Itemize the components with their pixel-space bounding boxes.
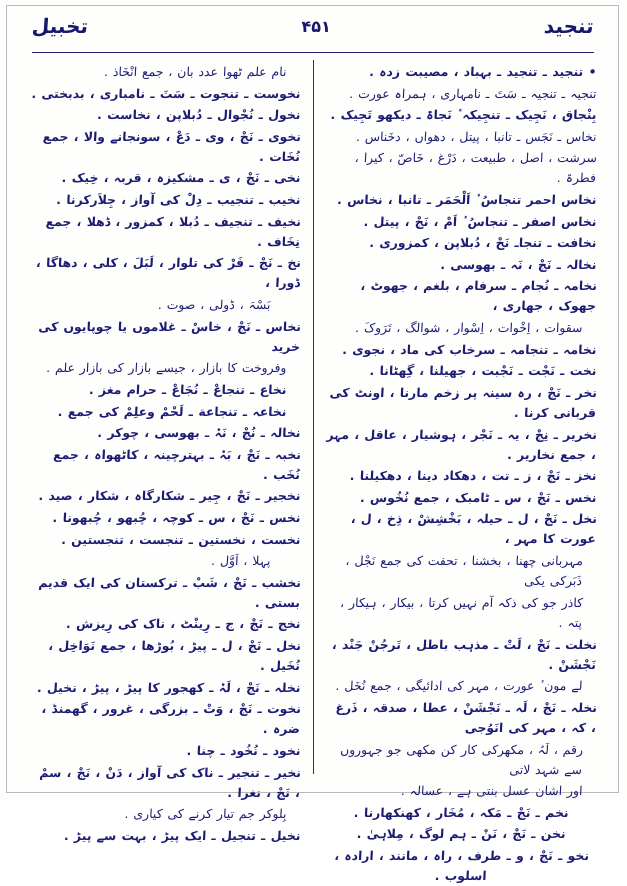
dictionary-entry: نخیل ـ تنجیل ـ ایک پیڑ ، بہت سے پیڑ . <box>63 827 301 843</box>
dictionary-entry: نخامہ ـ تنجامہ ـ سرخاب کی ماد ، نجوی . <box>341 341 597 357</box>
dictionary-entry: نخاعہ ـ تنجاعة ـ لَحْمْ وعلِمْ کی جمع . <box>57 403 287 419</box>
dictionary-entry: نخود ـ نُخُود ـ چنا . <box>186 743 301 758</box>
dictionary-entry: نخول ـ نُجْوال ـ دُبلاپن ، نخاست . <box>96 107 301 123</box>
dictionary-entry: نخل ـ نَجْ ، ل ـ پیڑ ، بُوڑھا ، جمع نَوَاخِل ، نُخَیل . <box>48 638 302 674</box>
dictionary-entry: سرشت ، اصل ، طبیعت ، دَرْغ ، خَاصّ ، کیرا ، فطرۃ . <box>354 150 597 186</box>
body-columns <box>18 58 608 884</box>
dictionary-entry: نخج ـ نَجْ ، ج ـ رِینْٹ ، ناک کی رِیزش . <box>65 616 301 632</box>
dictionary-entry: نخاس ـ نَجْ ، خاسْ ـ غلاموں یا چوپایوں کی خرید <box>38 318 302 354</box>
header-word-left: تخبیل <box>31 14 89 38</box>
dictionary-entry: نخافت ـ تنجاـ نَحْ ، دُبلاپن ، کمزوری . <box>368 235 597 251</box>
dictionary-entry: لے مون ٔ عورت ، مہر کی ادائیگی ، جمع نُخَل . <box>334 678 583 694</box>
dictionary-entry: نخر ـ نَجْ ، رہ سینہ پر زخم مارنا ، اونٹ کی قربانی کرنا . <box>328 384 597 420</box>
dictionary-entry: نخشب ـ نَجْ ، شَبْ ـ ترکستان کی ایک قدیم بستی . <box>38 574 302 610</box>
dictionary-entry: نخبہ ـ نَجْ ، بَہْ ـ بہترچینہ ، کاٹھواہ ، جمع نُخَب . <box>52 446 302 482</box>
dictionary-entry: • تنجید ـ تنجید ـ بہباد ، مصیبت زدہ . <box>368 64 597 79</box>
dictionary-entry: نخی ـ نَجْ ، ی ـ مشکیزہ ، قربہ ، خِیک . <box>61 170 301 186</box>
dictionary-entry: نخیب ـ تنجیب ـ دِلْ کی آواز ، جِلاَرکرنا . <box>55 192 301 208</box>
dictionary-entry: نخلت ـ نَجْ ، لَتْ ـ مذہب باطل ، تَرجُنْ جَنْد ، نَجْشَنْ . <box>331 636 597 672</box>
page-content <box>18 14 608 884</box>
dictionary-entry: نخز ـ نَجْ ، ز ـ تت ، دھکاد دینا ، دھکیلنا . <box>348 468 597 484</box>
column-left <box>18 58 313 843</box>
dictionary-entry: نخوی ـ نَجْ ، وی ـ دَعْ ، سونجانے والا ، جمع نُخَات . <box>42 128 302 164</box>
page-number: ۴۵۱ <box>301 17 331 36</box>
dictionary-entry: نخیف ـ تنجیف ـ دُبلا ، کمزور ، ڈھلا ، جمع نِخَاف . <box>45 213 302 249</box>
dictionary-entry: نخوت ـ نَجْ ، وَتْ ـ بزرگی ، غرور ، گھمنڈ ، ضرہ . <box>41 701 302 737</box>
dictionary-entry: بِنْجاق ، نَجِیک ـ تنجِیکہ ٔ نَجاۃ ـ دیکھو تَجِیک . <box>329 107 597 123</box>
dictionary-entry: نخوست ـ تنجوت ـ سَتَ ـ نامباری ، بدبختی . <box>31 85 301 101</box>
dictionary-entry: نخاس اصفر ـ تنجاسُ ٔ اَمْ ، نَجْ ، پیتل . <box>362 213 597 229</box>
dictionary-entry: نخاع ـ تنجاعْ ـ نُجَاعْ ـ حرام مغز . <box>88 381 287 397</box>
dictionary-entry: نخو ـ نَجْ ، و ـ طرف ، راہ ، مانند ، ارادہ ، اسلوب . <box>333 847 589 884</box>
dictionary-entry: تنجیہ ـ تنجیہ ـ سَتَ ـ نامہاری ، ہمراہ عورت . <box>348 85 597 101</box>
dictionary-entry: نخالہ ـ نَجْ ، نَہ ـ بھوسی . <box>439 256 597 272</box>
dictionary-entry: سقوات ، اِخْوات ، اِسْوار ، شوالگ ، تَرَوکَ . <box>354 320 583 336</box>
dictionary-entry: نخت ـ نَجْت ـ نَجْبت ، جھیلنا ، گِھٹانا . <box>368 363 597 379</box>
dictionary-entry: نخس ـ نَجْ ، س ـ ٹامبک ، جمع نُخُوس . <box>359 489 597 505</box>
dictionary-entry: مہربانی چھنا ، بخشنا ، تحفت کی جمع نَجْل ، ذَبَرکی یکی <box>344 553 583 589</box>
dictionary-entry: نخالہ ـ نُجْ ، نَہْ ـ بھوسی ، چوکر . <box>97 425 301 441</box>
dictionary-entry: اور اشان عسل بنتی ہے ، عسالہ . <box>400 783 583 799</box>
dictionary-entry: نخاس احمر تنجاسُ ٔ اَلْحَمَر ـ تانبا ، نخاس . <box>336 192 597 208</box>
dictionary-entry: کاذر جو کی ذکہ آم نہیں کرتا ، بیکار ، ہیکار ، پتہ . <box>339 594 583 630</box>
dictionary-entry: وفروخت کا بازار ، جیسے بازار کی بازار علم . <box>45 360 287 376</box>
dictionary-entry: نخن ـ نَجْ ، نَنْ ـ ہم لوگ ، مِلاہیٰ . <box>355 826 566 842</box>
column-divider <box>313 60 314 774</box>
dictionary-entry: پہلا ، اَوَّل . <box>210 553 271 569</box>
dictionary-entry: بَسْہَ ، ڈولی ، صوت . <box>157 297 271 313</box>
dictionary-entry: رقم ، لَہُ ، مکھرکی کار کن مکھی جو جہوروں سے شہد لاتی <box>339 741 583 777</box>
dictionary-entry: نخلہ ـ نَجْ ، لَہْ ـ کھجور کا پیڑ ، پیڑ ، نخیل . <box>36 679 301 695</box>
dictionary-entry: نخم ـ نَجْ ـ مَکہ ، مُخَار ، کھنکھارنا . <box>353 804 569 820</box>
dictionary-entry: نخل ـ نَجْ ، ل ـ حیلہ ، بَخْشِشْ ، ذِخ ، ل ، عورت کا مہر ، <box>350 511 597 547</box>
dictionary-entry: نخریر ـ نِجْ ، یہ ـ نَجْر ، ہوشیار ، عاقل ، مہر ، جمع نخاریر . <box>325 426 597 462</box>
dictionary-entry: نخست ، نخستین ـ تنجست ، تنجستین . <box>60 531 301 547</box>
dictionary-entry: نام علم ٹھوا عدد بان ، جمع انْخَاذ . <box>103 64 287 79</box>
dictionary-entry: نخیر ـ تنجیر ـ ناک کی آواز ، دَنْ ، نَجْ ، سمْ ، نَجْ ، نغرا . <box>39 764 302 800</box>
dictionary-entry: نخاس ـ نَجَس ـ تانبا ، پیتل ، دھواں ، دخَناس . <box>355 128 597 144</box>
column-right <box>314 58 609 884</box>
dictionary-entry: نخلہ ـ نَجْ ، لَہ ـ نَجْشَنْ ، عطا ، صدقہ ، ذَرغ ، کہ ، مہر کی انَوُجی <box>334 699 597 735</box>
dictionary-entry: نخس ـ نَجْ ، س ـ کوچہ ، چُبھو ، چُبھونا . <box>52 509 301 525</box>
header-rule <box>32 52 594 53</box>
header-word-right: تنجید <box>543 14 595 38</box>
page-header <box>18 14 608 54</box>
dictionary-entry: نخ ـ نَجْ ـ فَرْ کی تلوار ، لَبَلَ ، کلی ، دھاگا ، ڈورا ، <box>35 255 302 291</box>
dictionary-entry: بِلوکر جم تیار کرنے کی کیاری . <box>124 806 287 822</box>
dictionary-entry: نخجیر ـ نَجْ ، جِیر ـ شکارگاہ ، شکار ، صید . <box>38 488 301 504</box>
dictionary-entry: نخامہ ـ نُجام ـ سرفام ، بلغم ، جھوٹ ، جھوک ، جھاری ، <box>359 278 597 314</box>
